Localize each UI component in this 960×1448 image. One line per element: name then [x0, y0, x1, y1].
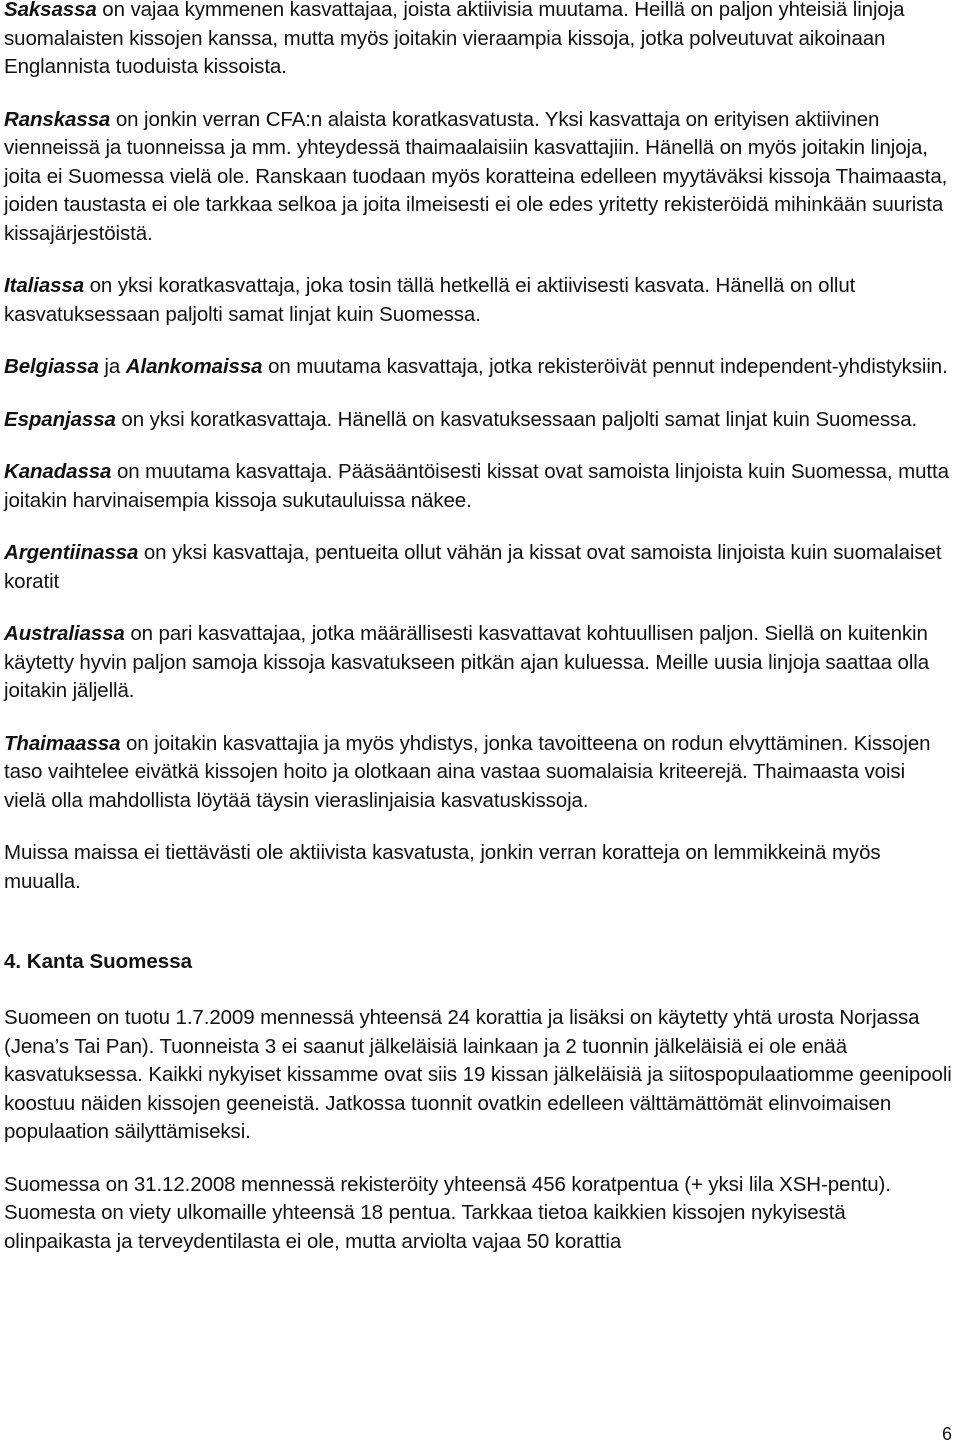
paragraph-text: on muutama kasvattaja. Pääsääntöisesti kissat ovat samoista linjoista kuin Suomessa, mutta joitakin harvinaisempia kissoja sukutauluissa näkee. — [4, 460, 949, 512]
paragraph-saksassa — [4, 0, 952, 82]
paragraph-ranskassa — [4, 106, 952, 249]
country-name: Espanjassa — [4, 407, 116, 431]
paragraph-text: on pari kasvattajaa, jotka määrällisesti kasvattavat kohtuullisen paljon. Siellä on kuitenkin käytetty hyvin paljon samoja kissoja kasvatukseen pitkän ajan kuluessa. Meille uusia linjoja saattaa olla joitakin jäljellä. — [4, 622, 930, 702]
country-name: Australiassa — [4, 622, 125, 645]
paragraph-connector: ja — [98, 355, 126, 378]
paragraph-text: on vajaa kymmenen kasvattajaa, joista aktiivisia muutama. Heillä on paljon yhteisiä linjoja suomalaisten kissojen kanssa, mutta myös joitakin vieraampia kissoja, jotka polveutuvat aikoinaan Englannista tuoduista kissoista. — [4, 0, 905, 78]
paragraph-text: on yksi kasvattaja, pentueita ollut vähän ja kissat ovat samoista linjoista kuin suomalaiset koratit — [4, 541, 942, 593]
paragraph-text: on jonkin verran CFA:n alaista koratkasvatusta. Yksi kasvattaja on erityisen aktiivinen vienneissä ja tuonneissa ja mm. yhteydessä thaimaalaisiin kasvattajiin. Hänellä on myös joitakin linjoja, joita ei Suomessa vielä ole. Ranskaan tuodaan myös koratteina edelleen myytäväksi kissoja Thaimaasta, joiden taustasta ei ole tarkkaa selkoa ja joita ilmeisesti ei ole edes yritetty rekisteröidä mihinkään suurista kissajärjestöistä. — [4, 107, 948, 245]
country-name: Belgiassa — [4, 355, 99, 378]
country-name: Italiassa — [4, 274, 85, 297]
paragraph-belgiassa — [4, 353, 952, 382]
paragraph-text: on yksi koratkasvattaja, joka tosin tällä hetkellä ei aktiivisesti kasvata. Hänellä on ollut kasvatuksessaan paljolti samat linjat kuin Suomessa. — [4, 274, 856, 326]
document-page — [4, 0, 952, 1256]
paragraph-text: on muutama kasvattaja, jotka rekisteröivät pennut independent-yhdistyksiin. — [262, 355, 948, 378]
country-name: Alankomaissa — [125, 355, 263, 378]
paragraph-italiassa — [4, 272, 952, 329]
country-name: Argentiinassa — [4, 541, 139, 564]
paragraph-espanjassa — [4, 406, 952, 435]
paragraph-rekisterointi: Suomessa on 31.12.2008 mennessä rekisteröity yhteensä 456 koratpentua (+ yksi lila XSH-pentu). Suomesta on viety ulkomaille yhteensä 18 pentua. Tarkkaa tietoa kaikkien kissojen nykyisestä olinpaikasta ja terveydentilasta ei ole, mutta arviolta vajaa 50 korattia — [4, 1172, 891, 1253]
paragraph-tuonnit: Suomeen on tuotu 1.7.2009 mennessä yhteensä 24 korattia ja lisäksi on käytetty yhtä urosta Norjassa (Jena’s Tai Pan). Tuonneista 3 ei saanut jälkeläisiä lainkaan ja 2 tuonnin jälkeläisiä ei ole enää kasvatuksessa. Kaikki nykyiset kissamme ovat siis 19 kissan jälkeläisiä ja siitospopulaatiomme geenipooli koostuu näiden kissojen geeneistä. Jatkossa tuonnit ovatkin edelleen välttämättömät elinvoimaisen populaation säilyttämiseksi. — [4, 1006, 952, 1143]
page-number: 6 — [941, 1424, 952, 1444]
paragraph-argentiinassa — [4, 539, 952, 596]
paragraph-kanadassa — [4, 458, 952, 515]
paragraph-closing: Muissa maissa ei tiettävästi ole aktiivista kasvatusta, jonkin verran koratteja on lemmikkeinä myös muualla. — [4, 841, 881, 893]
paragraph-thaimaassa — [4, 730, 952, 816]
country-name: Saksassa — [4, 0, 97, 21]
paragraph-australiassa — [4, 620, 952, 706]
paragraph-text: on joitakin kasvattajia ja myös yhdistys, jonka tavoitteena on rodun elvyttäminen. Kissojen taso vaihtelee eivätkä kissojen hoito ja olotkaan aina vastaa suomalaisia kriteerejä. Thaimaasta voisi vielä olla mahdollista löytää täysin vieraslinjaisia kasvatuskissoja. — [4, 731, 931, 812]
country-name: Kanadassa — [4, 460, 112, 483]
section-heading: 4. Kanta Suomessa — [4, 950, 192, 973]
country-name: Thaimaassa — [4, 731, 121, 755]
paragraph-text: on yksi koratkasvattaja. Hänellä on kasvatuksessaan paljolti samat linjat kuin Suomessa. — [115, 407, 918, 431]
country-name: Ranskassa — [4, 107, 111, 131]
